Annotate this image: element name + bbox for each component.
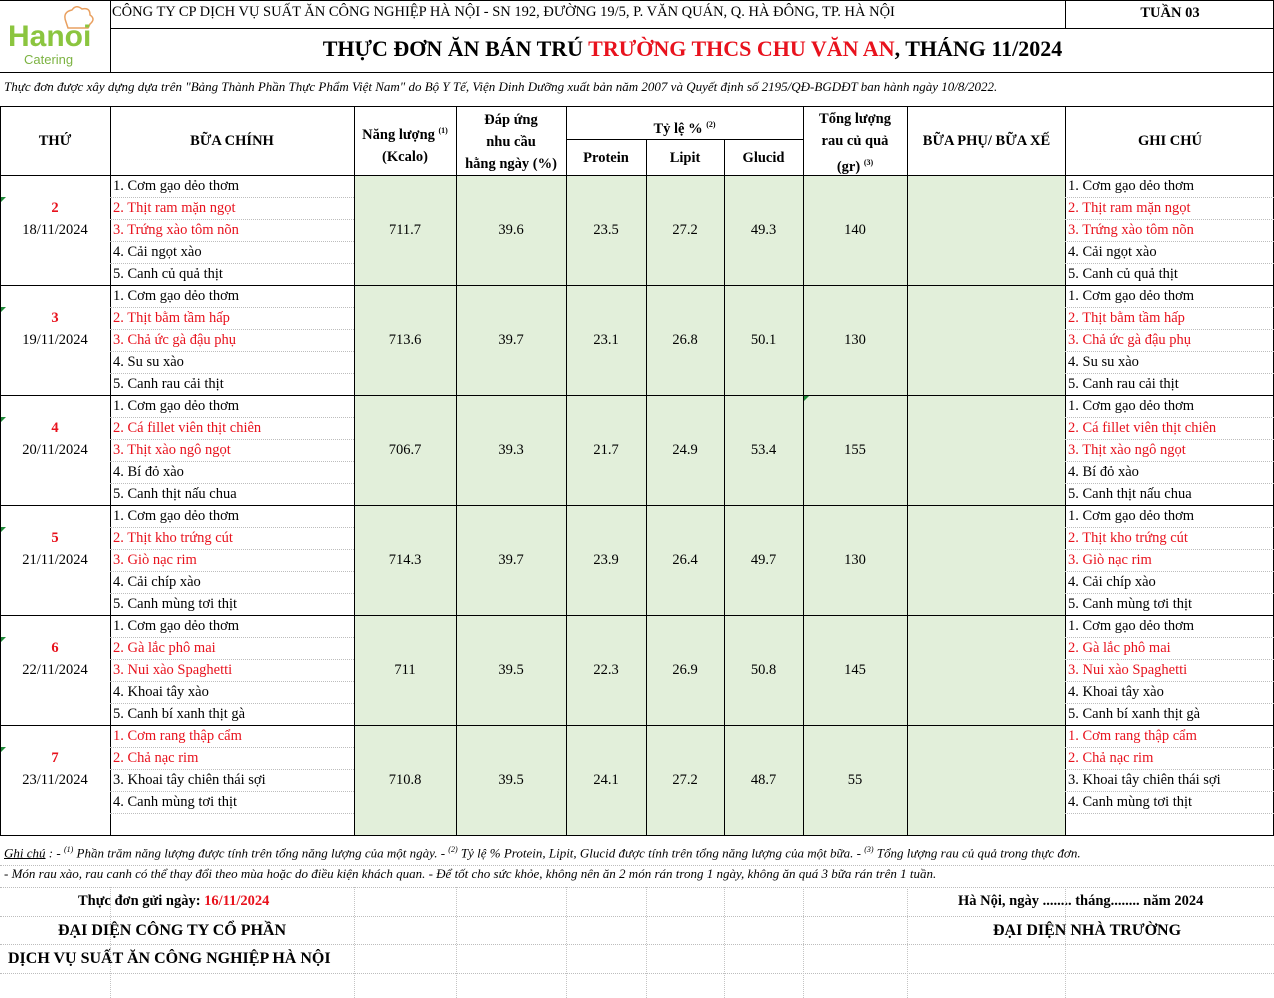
grid-line bbox=[0, 944, 1274, 945]
value-glucid: 49.7 bbox=[750, 552, 777, 568]
main-dish: 2. Thịt bằm tầm hấp bbox=[113, 310, 230, 326]
note-dish: 2. Gà lắc phô mai bbox=[1068, 640, 1171, 656]
value-glucid: 53.4 bbox=[750, 442, 777, 458]
main-dish: 4. Canh mùng tơi thịt bbox=[113, 794, 238, 810]
col-need: Đáp ứng nhu cầu hằng ngày (%) bbox=[465, 112, 557, 172]
logo-subtitle: Catering bbox=[24, 52, 74, 67]
grid-line bbox=[110, 329, 354, 330]
logo bbox=[8, 6, 108, 70]
note-dish: 5. Canh thịt nấu chua bbox=[1068, 486, 1192, 502]
main-dish: 5. Canh củ quả thịt bbox=[113, 266, 223, 282]
grid-line bbox=[0, 175, 1274, 176]
grid-line bbox=[1065, 307, 1274, 308]
note-dish: 3. Chả ức gà đậu phụ bbox=[1068, 332, 1192, 348]
grid-line bbox=[354, 887, 355, 998]
value-lipit: 26.4 bbox=[672, 552, 698, 568]
note-dish: 2. Thịt ram mặn ngọt bbox=[1068, 200, 1191, 216]
grid-line bbox=[1065, 0, 1066, 28]
grid-line bbox=[1065, 659, 1274, 660]
main-dish: 4. Cải chíp xào bbox=[113, 574, 201, 590]
footnote-line1: Ghi chú : - $^{(1)}$ Phần trăm năng lượng được tính trên tổng năng lượng của một ngày. - $^{(2)}$ Tỷ lệ % Protein, Lipit, Glucid được tính trên tổng năng lượng của một bữa. - $^{(3)}$ Tổng lượng rau củ quả trong thực đơn. bbox=[4, 845, 1081, 861]
grid-line bbox=[110, 659, 354, 660]
grid-line bbox=[110, 219, 354, 220]
note-dish: 2. Thịt kho trứng cút bbox=[1068, 530, 1188, 546]
note-dish: 1. Cơm rang thập cẩm bbox=[1068, 728, 1197, 744]
note-dish: 3. Khoai tây chiên thái sợi bbox=[1068, 772, 1221, 788]
company-rep-line1: ĐẠI DIỆN CÔNG TY CỔ PHẦN bbox=[58, 922, 287, 939]
note-dish: 1. Cơm gạo dẻo thơm bbox=[1068, 398, 1195, 414]
main-dish: 4. Bí đỏ xào bbox=[113, 464, 184, 480]
grid-line bbox=[0, 865, 1274, 866]
grid-line bbox=[1065, 791, 1274, 792]
grid-line bbox=[1065, 571, 1274, 572]
grid-line bbox=[1065, 593, 1274, 594]
grid-line bbox=[110, 571, 354, 572]
grid-line bbox=[110, 461, 354, 462]
grid-line bbox=[110, 263, 354, 264]
grid-line bbox=[110, 483, 354, 484]
main-dish: 3. Khoai tây chiên thái sợi bbox=[113, 772, 266, 788]
note-dish: 2. Thịt bằm tầm hấp bbox=[1068, 310, 1185, 326]
main-dish: 1. Cơm gạo dẻo thơm bbox=[113, 398, 240, 414]
col-glucid: Glucid bbox=[742, 150, 785, 166]
cell-marker bbox=[1, 417, 6, 422]
col-note: GHI CHÚ bbox=[1137, 133, 1203, 149]
grid-line bbox=[110, 637, 354, 638]
note-dish: 3. Giò nạc rim bbox=[1068, 552, 1152, 568]
grid-line bbox=[724, 887, 725, 998]
grid-line bbox=[1065, 197, 1274, 198]
main-dish: 5. Canh thịt nấu chua bbox=[113, 486, 237, 502]
cell-marker bbox=[1, 747, 6, 752]
grid-line bbox=[1065, 417, 1274, 418]
value-veg: 145 bbox=[844, 662, 866, 678]
grid-line bbox=[0, 395, 1274, 396]
main-dish: 2. Cá fillet viên thịt chiên bbox=[113, 420, 262, 436]
value-energy: 714.3 bbox=[388, 552, 422, 568]
value-lipit: 27.2 bbox=[672, 772, 698, 788]
note-dish: 4. Khoai tây xào bbox=[1068, 684, 1164, 700]
grid-line bbox=[1065, 351, 1274, 352]
col-lipit: Lipit bbox=[669, 150, 701, 166]
value-glucid: 50.8 bbox=[750, 662, 777, 678]
grid-line bbox=[1065, 527, 1274, 528]
main-dish: 3. Nui xào Spaghetti bbox=[113, 662, 233, 678]
note-dish: 1. Cơm gạo dẻo thơm bbox=[1068, 508, 1195, 524]
note-dish: 5. Canh rau cải thịt bbox=[1068, 376, 1179, 392]
school-rep: ĐẠI DIỆN NHÀ TRƯỜNG bbox=[993, 922, 1182, 939]
main-dish: 3. Thịt xào ngô ngọt bbox=[113, 442, 231, 458]
main-dish: 3. Trứng xào tôm nõn bbox=[113, 222, 239, 238]
note-dish: 1. Cơm gạo dẻo thơm bbox=[1068, 288, 1195, 304]
col-snack: BỮA PHỤ/ BỮA XẾ bbox=[922, 133, 1051, 149]
value-veg: 130 bbox=[844, 552, 866, 568]
grid-line bbox=[0, 285, 1274, 286]
value-veg: 130 bbox=[844, 332, 866, 348]
grid-line bbox=[110, 307, 354, 308]
value-protein: 22.3 bbox=[593, 662, 619, 678]
value-energy: 711 bbox=[394, 662, 416, 678]
note-dish: 5. Canh củ quả thịt bbox=[1068, 266, 1178, 282]
main-dish: 1. Cơm gạo dẻo thơm bbox=[113, 508, 240, 524]
grid-line bbox=[110, 351, 354, 352]
value-lipit: 26.9 bbox=[672, 662, 698, 678]
grid-line bbox=[566, 887, 567, 998]
grid-line bbox=[0, 835, 1274, 836]
note-dish: 4. Bí đỏ xào bbox=[1068, 464, 1139, 480]
grid-line bbox=[110, 813, 354, 814]
note-dish: 4. Cải chíp xào bbox=[1068, 574, 1156, 590]
grid-line bbox=[0, 106, 1274, 107]
note-dish: 4. Cải ngọt xào bbox=[1068, 244, 1157, 260]
grid-line bbox=[566, 139, 803, 140]
grid-line bbox=[0, 615, 1274, 616]
grid-line bbox=[0, 505, 1274, 506]
cell-marker bbox=[1, 637, 6, 642]
value-energy: 713.6 bbox=[388, 332, 422, 348]
main-dish: 3. Chả ức gà đậu phụ bbox=[113, 332, 237, 348]
main-dish: 1. Cơm rang thập cẩm bbox=[113, 728, 242, 744]
day-number: 5 bbox=[51, 530, 59, 546]
note-dish: 5. Canh bí xanh thịt gà bbox=[1068, 706, 1201, 722]
value-glucid: 49.3 bbox=[750, 222, 777, 238]
grid-line bbox=[1065, 483, 1274, 484]
grid-line bbox=[907, 887, 908, 998]
col-ratio: Tỷ lệ % $^{(2)}$ bbox=[653, 120, 716, 137]
main-dish: 2. Gà lắc phô mai bbox=[113, 640, 216, 656]
grid-line bbox=[1065, 219, 1274, 220]
grid-line bbox=[0, 973, 1274, 974]
day-number: 7 bbox=[51, 750, 59, 766]
main-dish: 5. Canh rau cải thịt bbox=[113, 376, 224, 392]
day-date: 18/11/2024 bbox=[22, 222, 88, 238]
note-dish: 3. Trứng xào tôm nõn bbox=[1068, 222, 1194, 238]
main-dish: 5. Canh bí xanh thịt gà bbox=[113, 706, 246, 722]
grid-line bbox=[803, 887, 804, 998]
grid-line bbox=[456, 887, 457, 998]
value-veg: 55 bbox=[847, 772, 863, 788]
main-dish: 4. Cải ngọt xào bbox=[113, 244, 202, 260]
value-veg: 140 bbox=[844, 222, 866, 238]
note-dish: 3. Thịt xào ngô ngọt bbox=[1068, 442, 1186, 458]
grid-line bbox=[0, 0, 1274, 1]
grid-line bbox=[646, 887, 647, 998]
grid-line bbox=[110, 241, 354, 242]
value-protein: 23.5 bbox=[593, 222, 619, 238]
value-need: 39.5 bbox=[498, 662, 524, 678]
grid-line bbox=[1065, 703, 1274, 704]
grid-line bbox=[1065, 813, 1274, 814]
value-need: 39.5 bbox=[498, 772, 524, 788]
grid-line bbox=[0, 916, 1274, 917]
grid-line bbox=[0, 725, 1274, 726]
grid-line bbox=[1065, 747, 1274, 748]
value-energy: 710.8 bbox=[388, 772, 422, 788]
value-lipit: 24.9 bbox=[672, 442, 698, 458]
title-prefix: THỰC ĐƠN ĂN BÁN TRÚ bbox=[322, 36, 589, 61]
day-date: 22/11/2024 bbox=[22, 662, 88, 678]
day-number: 4 bbox=[51, 420, 59, 436]
grid-line bbox=[0, 887, 1274, 888]
grid-line bbox=[110, 769, 354, 770]
note-dish: 3. Nui xào Spaghetti bbox=[1068, 662, 1188, 678]
grid-line bbox=[110, 0, 111, 72]
grid-line bbox=[0, 72, 1274, 73]
note-dish: 4. Canh mùng tơi thịt bbox=[1068, 794, 1193, 810]
grid-line bbox=[110, 527, 354, 528]
grid-line bbox=[110, 439, 354, 440]
col-main: BỮA CHÍNH bbox=[190, 133, 274, 149]
place-date: Hà Nội, ngày ........ tháng........ năm 2024 bbox=[958, 893, 1204, 909]
value-glucid: 50.1 bbox=[750, 332, 777, 348]
cell-marker bbox=[1, 527, 6, 532]
grid-line bbox=[110, 703, 354, 704]
day-date: 23/11/2024 bbox=[22, 772, 88, 788]
company-header: CÔNG TY CP DỊCH VỤ SUẤT ĂN CÔNG NGHIỆP HÀ NỘI - SN 192, ĐƯỜNG 19/5, P. VĂN QUÁN, Q. HÀ ĐÔNG, TP. HÀ NỘI bbox=[112, 4, 895, 20]
value-protein: 23.1 bbox=[593, 332, 619, 348]
source-note: Thực đơn được xây dựng dựa trên "Bảng Thành Phần Thực Phẩm Việt Nam" do Bộ Y Tế, Viện Dinh Dưỡng xuất bản năm 2007 và Quyết định số 2195/QĐ-BGDĐT ban hành ngày 10/8/2022. bbox=[4, 79, 998, 94]
cell-marker bbox=[1, 197, 6, 202]
note-dish: 1. Cơm gạo dẻo thơm bbox=[1068, 178, 1195, 194]
col-veg: Tổng lượng rau củ quả (gr) $^{(3)}$ bbox=[819, 111, 891, 175]
value-protein: 24.1 bbox=[593, 772, 619, 788]
grid-line bbox=[110, 887, 111, 998]
grid-line bbox=[110, 28, 1274, 29]
value-need: 39.7 bbox=[498, 552, 524, 568]
footnote-line2: - Món rau xào, rau canh có thể thay đổi theo mùa hoặc do điều kiện khách quan. - Để tốt cho sức khỏe, không nên ăn 2 món rán trong 1 ngày, không ăn quá 3 bữa rán trên 1 tuần. bbox=[4, 866, 937, 881]
grid-line bbox=[110, 197, 354, 198]
note-dish: 5. Canh mùng tơi thịt bbox=[1068, 596, 1193, 612]
day-number: 3 bbox=[51, 310, 59, 326]
grid-line bbox=[1065, 681, 1274, 682]
main-dish: 1. Cơm gạo dẻo thơm bbox=[113, 178, 240, 194]
value-need: 39.3 bbox=[498, 442, 524, 458]
grid-line bbox=[1065, 887, 1066, 998]
grid-line bbox=[110, 373, 354, 374]
main-dish: 1. Cơm gạo dẻo thơm bbox=[113, 288, 240, 304]
main-dish: 1. Cơm gạo dẻo thơm bbox=[113, 618, 240, 634]
day-number: 6 bbox=[51, 640, 59, 656]
day-date: 21/11/2024 bbox=[22, 552, 88, 568]
company-rep-line2: DỊCH VỤ SUẤT ĂN CÔNG NGHIỆP HÀ NỘI bbox=[8, 950, 331, 967]
grid-line bbox=[1065, 769, 1274, 770]
col-energy: Năng lượng $^{(1)}$ (Kcalo) bbox=[362, 126, 448, 165]
grid-line bbox=[1065, 241, 1274, 242]
main-dish: 2. Thịt kho trứng cút bbox=[113, 530, 233, 546]
title-suffix: , THÁNG 11/2024 bbox=[894, 36, 1063, 61]
grid-line bbox=[110, 549, 354, 550]
value-protein: 23.9 bbox=[593, 552, 619, 568]
grid-line bbox=[1065, 373, 1274, 374]
grid-line bbox=[110, 747, 354, 748]
main-dish: 2. Thịt ram mặn ngọt bbox=[113, 200, 236, 216]
day-date: 19/11/2024 bbox=[22, 332, 88, 348]
grid-line bbox=[646, 139, 647, 835]
note-dish: 1. Cơm gạo dẻo thơm bbox=[1068, 618, 1195, 634]
grid-line bbox=[1065, 263, 1274, 264]
value-lipit: 26.8 bbox=[672, 332, 698, 348]
value-energy: 711.7 bbox=[388, 222, 422, 238]
main-dish: 4. Su su xào bbox=[113, 354, 184, 370]
value-protein: 21.7 bbox=[593, 442, 619, 458]
note-dish: 4. Su su xào bbox=[1068, 354, 1139, 370]
grid-line bbox=[110, 681, 354, 682]
grid-line bbox=[1065, 549, 1274, 550]
cell-marker bbox=[1, 307, 6, 312]
main-dish: 3. Giò nạc rim bbox=[113, 552, 197, 568]
grid-line bbox=[1065, 329, 1274, 330]
grid-line bbox=[1065, 461, 1274, 462]
grid-line bbox=[110, 593, 354, 594]
logo-name: Hanoi bbox=[8, 20, 92, 53]
value-lipit: 27.2 bbox=[672, 222, 698, 238]
title-school: TRƯỜNG THCS CHU VĂN AN bbox=[588, 36, 895, 61]
sent-date: Thực đơn gửi ngày: 16/11/2024 bbox=[78, 893, 270, 909]
value-glucid: 48.7 bbox=[750, 772, 777, 788]
page-title bbox=[110, 36, 1274, 62]
col-day: THỨ bbox=[38, 133, 72, 149]
grid-line bbox=[724, 139, 725, 835]
grid-line bbox=[1065, 439, 1274, 440]
note-dish: 2. Cá fillet viên thịt chiên bbox=[1068, 420, 1217, 436]
main-dish: 2. Chả nạc rim bbox=[113, 750, 199, 766]
day-number: 2 bbox=[51, 200, 59, 216]
cell-marker bbox=[804, 396, 809, 401]
note-dish: 2. Chả nạc rim bbox=[1068, 750, 1154, 766]
grid-line bbox=[110, 417, 354, 418]
main-dish: 4. Khoai tây xào bbox=[113, 684, 209, 700]
value-veg: 155 bbox=[844, 442, 866, 458]
value-energy: 706.7 bbox=[388, 442, 422, 458]
grid-line bbox=[1065, 637, 1274, 638]
main-dish: 5. Canh mùng tơi thịt bbox=[113, 596, 238, 612]
week-label: TUẦN 03 bbox=[1140, 5, 1200, 21]
value-need: 39.7 bbox=[498, 332, 524, 348]
day-date: 20/11/2024 bbox=[22, 442, 88, 458]
col-protein: Protein bbox=[583, 150, 629, 166]
value-need: 39.6 bbox=[498, 222, 524, 238]
grid-line bbox=[110, 791, 354, 792]
